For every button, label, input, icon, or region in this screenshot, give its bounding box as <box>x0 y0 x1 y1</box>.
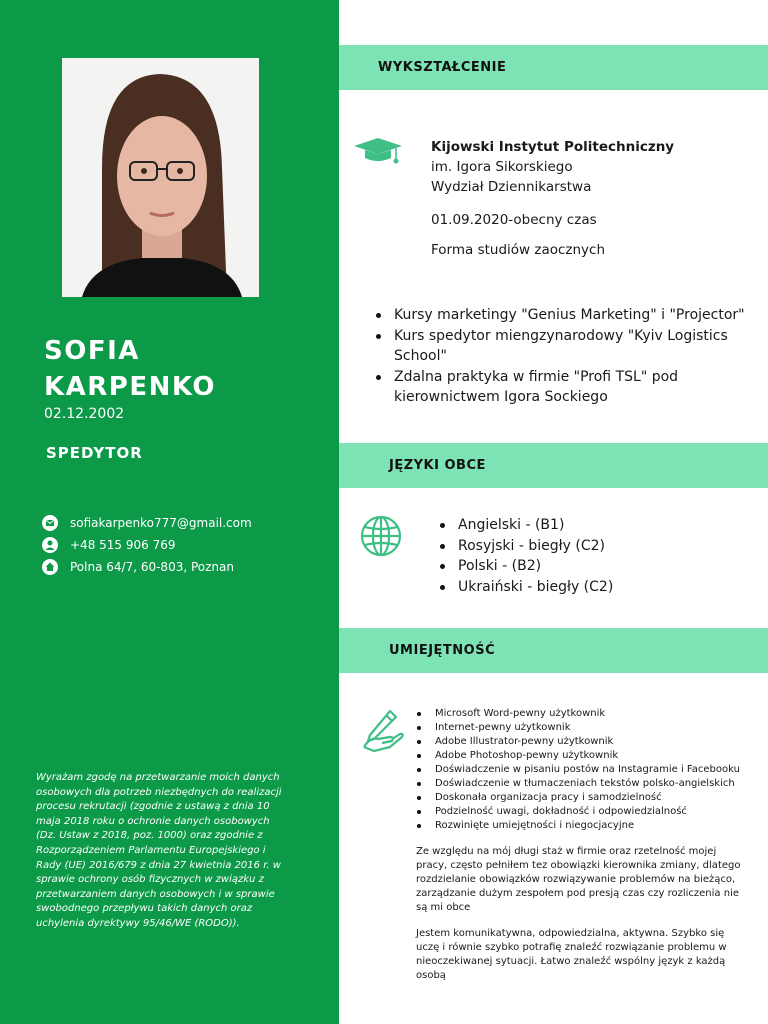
list-item: Rozwinięte umiejętności i niegocjacyjne <box>416 819 740 833</box>
languages-heading: JĘZYKI OBCE <box>389 458 486 473</box>
pen-hand-icon <box>360 707 406 757</box>
list-item: Adobe Illustrator-pewny użytkownik <box>416 735 740 749</box>
experience-paragraph: Ze względu na mój długi staż w firmie oraz rzetelność mojej pracy, często pełniłem tez obowiązki kierownika zmiany, dlatego rozdzielanie obowiązków rozwiązywanie problemów na bieżąco, zarządzanie dużym zespołem pod presją czas czy rozliczenia nie są mi obce <box>416 846 741 913</box>
profile-photo <box>62 58 259 297</box>
courses-list <box>375 305 750 408</box>
globe-icon <box>360 515 402 561</box>
list-item: Polski - (B2) <box>439 556 613 577</box>
education-heading: WYKSZTAŁCENIE <box>378 60 507 75</box>
first-name: SOFIA <box>44 336 140 366</box>
list-item: Doskonała organizacja pracy i samodzielność <box>416 791 740 805</box>
gdpr-consent: Wyrażam zgodę na przetwarzanie moich danych osobowych dla potrzeb niezbędnych do realizacji procesu rekrutacji (zgodnie z ustawą z dnia 10 maja 2018 roku o ochronie danych osobowych (Dz. Ustaw z 2018, poz. 1000) oraz zgodnie z Rozporządzeniem Parlamentu Europejskiego i Rady (UE) 2016/679 z dnia 27 kwietnia 2016 r. w sprawie ochrony osób fizycznych w związku z przetwarzaniem danych osobowych i w sprawie swobodnego przepływu takich danych oraz uchylenia dyrektywy 95/46/WE (RODO)). <box>36 772 282 929</box>
phone-text: +48 515 906 769 <box>70 538 176 552</box>
list-item: Internet-pewny użytkownik <box>416 721 740 735</box>
address-text: Polna 64/7, 60-803, Poznan <box>70 560 234 574</box>
home-icon <box>42 559 58 575</box>
languages-list <box>439 515 613 597</box>
phone-icon <box>42 537 58 553</box>
languages-header <box>339 443 768 488</box>
list-item: Kurs spedytor miengzynarodowy "Kyiv Logistics School" <box>375 326 750 367</box>
list-item: Doświadczenie w tłumaczeniach tekstów polsko-angielskich <box>416 777 740 791</box>
graduation-cap-icon <box>352 137 404 171</box>
contact-phone[interactable] <box>42 537 175 553</box>
skills-list <box>416 707 740 833</box>
list-item: Podzielność uwagi, dokładność i odpowiedzialność <box>416 805 740 819</box>
birthdate: 02.12.2002 <box>44 406 125 422</box>
list-item: Zdalna praktyka w firmie "Profi TSL" pod kierownictwem Igora Sockiego <box>375 367 750 408</box>
list-item: Doświadczenie w pisaniu postów na Instagramie i Facebooku <box>416 763 740 777</box>
email-icon <box>42 515 58 531</box>
full-name <box>44 333 216 405</box>
faculty: Wydział Dziennikarstwa <box>431 179 592 195</box>
school-name-line2: im. Igora Sikorskiego <box>431 159 573 175</box>
skills-heading: UMIEJĘTNOŚĆ <box>389 643 496 658</box>
job-title: SPEDYTOR <box>46 444 143 462</box>
skills-header <box>339 628 768 673</box>
list-item: Microsoft Word-pewny użytkownik <box>416 707 740 721</box>
list-item: Ukraiński - biegły (C2) <box>439 577 613 598</box>
education-entry <box>431 137 675 258</box>
list-item: Kursy marketingy "Genius Marketing" i "Projector" <box>375 305 750 326</box>
last-name: KARPENKO <box>44 372 216 402</box>
list-item: Angielski - (B1) <box>439 515 613 536</box>
school-name: Kijowski Instytut Politechniczny <box>431 139 675 155</box>
education-header <box>339 45 768 90</box>
list-item: Rosyjski - biegły (C2) <box>439 536 613 557</box>
list-item: Adobe Photoshop-pewny użytkownik <box>416 749 740 763</box>
sidebar <box>0 0 339 1024</box>
study-period: 01.09.2020-obecny czas <box>431 212 597 228</box>
email-text: sofiakarpenko777@gmail.com <box>70 516 252 530</box>
study-form: Forma studiów zaocznych <box>431 242 606 258</box>
contact-email[interactable] <box>42 515 252 531</box>
contact-address <box>42 559 234 575</box>
personality-paragraph: Jestem komunikatywna, odpowiedzialna, aktywna. Szybko się uczę i równie szybko potrafię znaleźć rozwiązanie problemu w nieoczekiwanej sytuacji. Łatwo znaleźć wspólny język z każdą osobą <box>416 928 727 981</box>
